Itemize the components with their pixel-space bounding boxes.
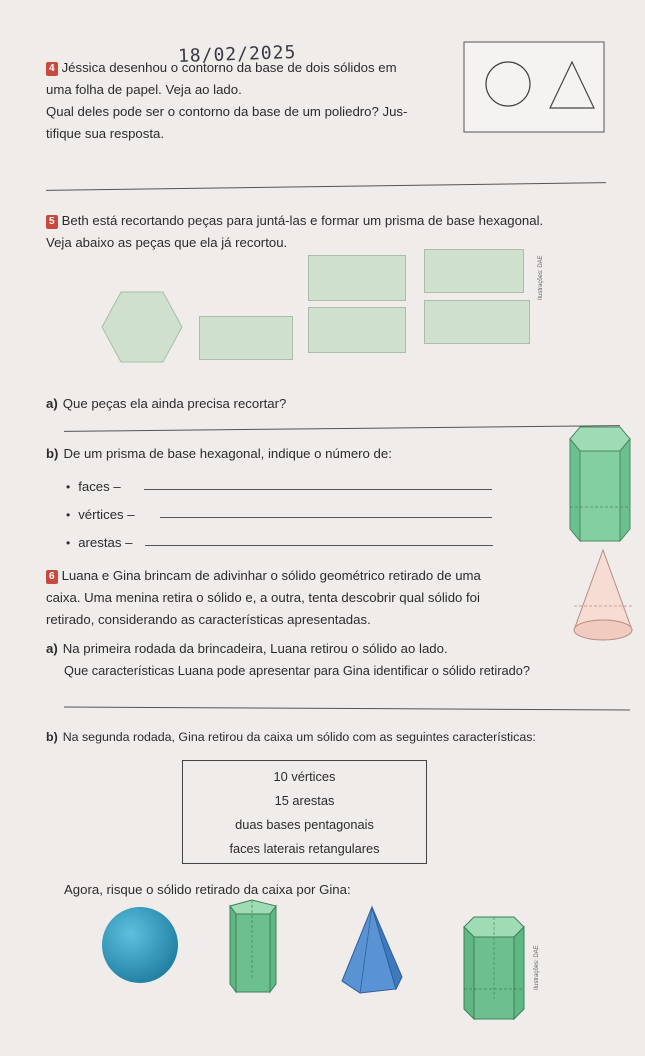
cone-figure	[572, 548, 634, 644]
faces-answer-line	[144, 489, 492, 490]
hexagonal-prism-solid	[460, 915, 528, 1023]
sphere-solid	[100, 905, 180, 985]
q4-figure-frame	[464, 42, 604, 132]
q4-line4: tifique sua resposta.	[46, 126, 165, 141]
hexagonal-prism-figure	[568, 425, 632, 543]
q5a-question: a) Que peças ela ainda precisa recortar?	[46, 396, 287, 411]
q6b-question: b) Na segunda rodada, Gina retirou da caixa um sólido com as seguintes características:	[46, 730, 536, 744]
q5-credit: Ilustrações: DAE	[538, 255, 544, 300]
hexagon-piece	[100, 290, 184, 364]
edges-answer-line	[145, 545, 493, 546]
q5b-item-faces: • faces –	[66, 476, 121, 498]
rectangle-piece-1	[308, 255, 406, 301]
q6-number: 6	[46, 570, 58, 584]
q6-line1: 6 Luana e Gina brincam de adivinhar o sólido geométrico retirado de uma	[46, 565, 481, 587]
box-item-bases: duas bases pentagonais	[235, 817, 374, 832]
rectangle-piece-4	[308, 307, 406, 353]
box-item-edges: 15 arestas	[274, 793, 335, 808]
pyramid-solid	[338, 905, 404, 995]
characteristics-box	[182, 760, 427, 864]
handwritten-date: 18/02/2025	[177, 41, 297, 68]
q6-line3: retirado, considerando as características apresentadas.	[46, 612, 371, 627]
q5b-question: b) De um prisma de base hexagonal, indique o número de:	[46, 446, 392, 461]
q6-instruction: Agora, risque o sólido retirado da caixa por Gina:	[64, 882, 351, 897]
q4-line3: Qual deles pode ser o contorno da base de um poliedro? Jus-	[46, 104, 408, 119]
q5b-item-vertices: • vértices –	[66, 504, 135, 526]
rectangle-piece-5	[424, 300, 530, 344]
q6-credit: Ilustrações: DAE	[534, 945, 540, 990]
q4-number: 4	[46, 62, 58, 76]
q4-figure	[462, 40, 607, 135]
q6-line2: caixa. Uma menina retira o sólido e, a outra, tenta descobrir qual sólido foi	[46, 590, 480, 605]
q4-line1: 4 Jéssica desenhou o contorno da base de dois sólidos em	[46, 57, 397, 79]
q5-line1: 5 Beth está recortando peças para juntá-las e formar um prisma de base hexagonal.	[46, 210, 543, 232]
q4-answer-line	[46, 182, 606, 191]
rectangle-piece-3	[199, 316, 293, 360]
q6a-line1: a) Na primeira rodada da brincadeira, Luana retirou o sólido ao lado.	[46, 641, 448, 656]
q6a-answer-line	[64, 707, 630, 711]
q5-line2: Veja abaixo as peças que ela já recortou.	[46, 235, 288, 250]
vertices-answer-line	[160, 517, 492, 518]
q4-line2: uma folha de papel. Veja ao lado.	[46, 82, 242, 97]
rectangle-piece-2	[424, 249, 524, 293]
q5b-item-edges: • arestas –	[66, 532, 132, 554]
box-item-faces: faces laterais retangulares	[229, 841, 380, 856]
q6a-line2: Que características Luana pode apresentar para Gina identificar o sólido retirado?	[64, 663, 530, 678]
box-item-vertices: 10 vértices	[273, 769, 336, 784]
q5a-answer-line	[64, 425, 620, 432]
pentagonal-prism-solid	[222, 898, 284, 998]
q5-number: 5	[46, 215, 58, 229]
